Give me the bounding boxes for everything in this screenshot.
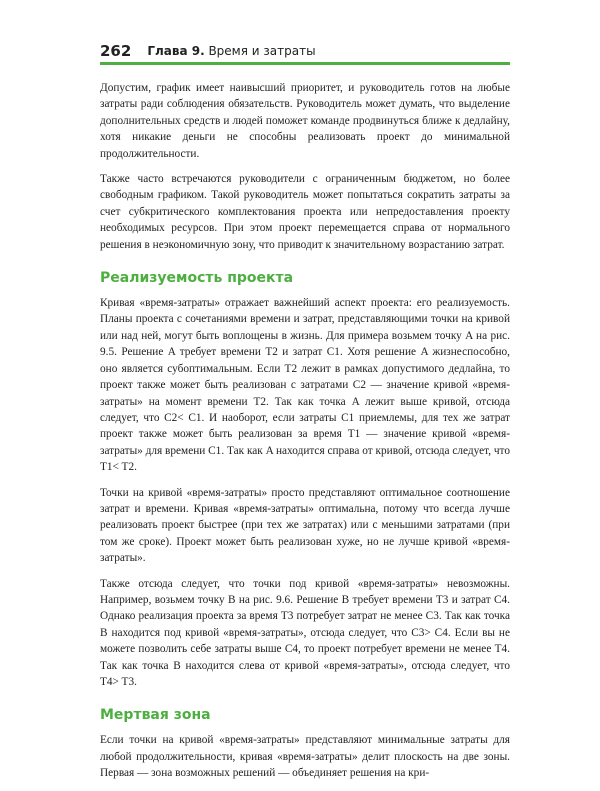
paragraph: Допустим, график имеет наивысший приоритет, и руководитель готов на любые затраты ради соблюдения обязательств. Руководитель может думать, что выделение дополнительных средств и людей поможет команде продвинуться ближе к дедлайну, хотя никакие деньги не способны реализовать проект до минимальной продолжительности. bbox=[100, 82, 510, 160]
section-heading-feasibility: Реализуемость проекта bbox=[100, 270, 294, 287]
paragraph: Точки на кривой «время-затраты» просто представляют оптимальное соотношение затрат и времени. Кривая «время-затраты» оптимальна, потому что всегда лучше реализовать проект быстрее (при тех же затратах) или с меньшими затратами (при том же сроке). Проект может быть реализован хуже, но не лучше кривой «время-затраты». bbox=[100, 486, 510, 565]
chapter-label: Глава 9. bbox=[147, 44, 205, 58]
paragraph: Также часто встречаются руководители с ограниченным бюджетом, но более свободным графиком. Такой руководитель может попытаться сократить затраты за счет субкритического комплектования проекта или непредоставления проекту необходимых ресурсов. При этом проект перемещается справа от нормального решения в неэкономичную зону, что приводит к значительному возрастанию затрат. bbox=[100, 173, 510, 251]
paragraph: Если точки на кривой «время-затраты» представляют минимальные затраты для любой продолжительности, кривая «время-затраты» делит плоскость на две зоны. Первая — зона возможных решений — объединяет решения на кри- bbox=[100, 734, 510, 780]
page-body bbox=[100, 80, 510, 791]
section-heading-dead-zone: Мертвая зона bbox=[100, 707, 211, 724]
paragraph: Кривая «время-затраты» отражает важнейший аспект проекта: его реализуемость. Планы проекта с сочетаниями времени и затрат, представляющими точки на кривой или над ней, могут быть воплощены в жизнь. Для примера возьмем точку A на рис. 9.5. Решение A требует времени T2 и затрат C1. Хотя решение A жизнеспособно, оно является субоптимальным. Если T2 лежит в рамках допустимого дедлайна, то проект также может быть реализован с затратами C2 — значение кривой «время-затраты» на момент времени T2. Так как точка A лежит выше кривой, отсюда следует, что C2< C1. И наоборот, если затраты C1 приемлемы, для тех же затрат проект также может быть реализован за время T1 — значение кривой «время-затраты» для времени C1. Так как A находится справа от кривой, отсюда следует, что T1< T2. bbox=[100, 297, 510, 474]
chapter-title: Время и затраты bbox=[208, 44, 316, 58]
running-header bbox=[100, 38, 510, 65]
page-number: 262 bbox=[100, 42, 132, 60]
paragraph: Также отсюда следует, что точки под кривой «время-затраты» невозможны. Например, возьмем точку B на рис. 9.6. Решение B требует времени T3 и затрат C4. Однако реализация проекта за время T3 потребует затрат не менее C3. Так как точка B находится под кривой «время-затраты», отсюда следует, что C3> C4. Если вы не можете позволить себе затраты выше C4, то проект потребует времени не менее T4. Так как точка B находится слева от кривой «время-затраты», отсюда следует, что T4> T3. bbox=[100, 577, 510, 688]
chapter-heading bbox=[147, 40, 315, 62]
